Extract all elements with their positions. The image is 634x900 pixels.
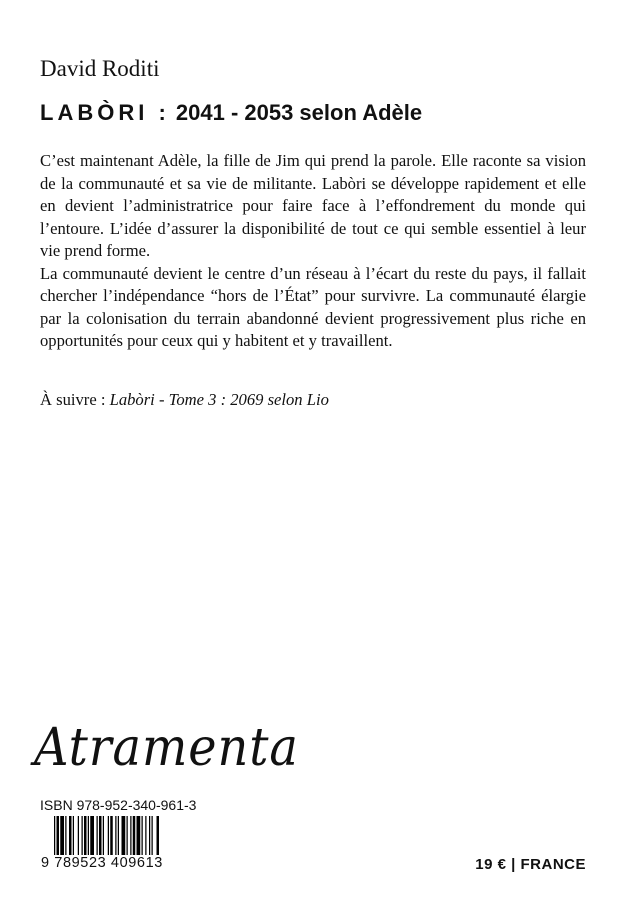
book-title <box>40 100 422 126</box>
book-subtitle: 2041 - 2053 selon Adèle <box>175 100 423 125</box>
price-label: 19 € | FRANCE <box>475 856 586 873</box>
summary-paragraph-1: C’est maintenant Adèle, la fille de Jim qui prend la parole. Elle raconte sa vision de la communauté et sa vie de militante. Labòri se développe rapidement et elle en devient l’administratrice pour faire face à l’effondrement du monde qui l’entoure. L’idée d’assurer la disponibilité de tout ce qui semble essentiel à leur vie prend forme. <box>40 151 586 260</box>
next-volume-label: À suivre : <box>40 390 106 409</box>
barcode-digits <box>40 855 164 871</box>
isbn-text: ISBN 978-952-340-961-3 <box>40 797 197 813</box>
series-name: LABÒRI : <box>40 100 170 125</box>
barcode-digits-text: 9 789523 409613 <box>41 855 163 871</box>
next-volume-title: Labòri - Tome 3 : 2069 selon Lio <box>109 390 329 409</box>
back-cover-summary <box>40 150 586 353</box>
author-name: David Roditi <box>40 56 160 81</box>
publisher-logo: Atramenta <box>34 718 299 778</box>
summary-paragraph-2: La communauté devient le centre d’un réseau à l’écart du reste du pays, il fallait chercher l’indépendance “hors de l’État” pour survivre. La communauté élargie par la colonisation du terrain abandonné devient progressivement plus riche en opportunités pour ceux qui y habitent et y travaillent. <box>40 263 586 350</box>
next-volume-line <box>40 390 329 410</box>
